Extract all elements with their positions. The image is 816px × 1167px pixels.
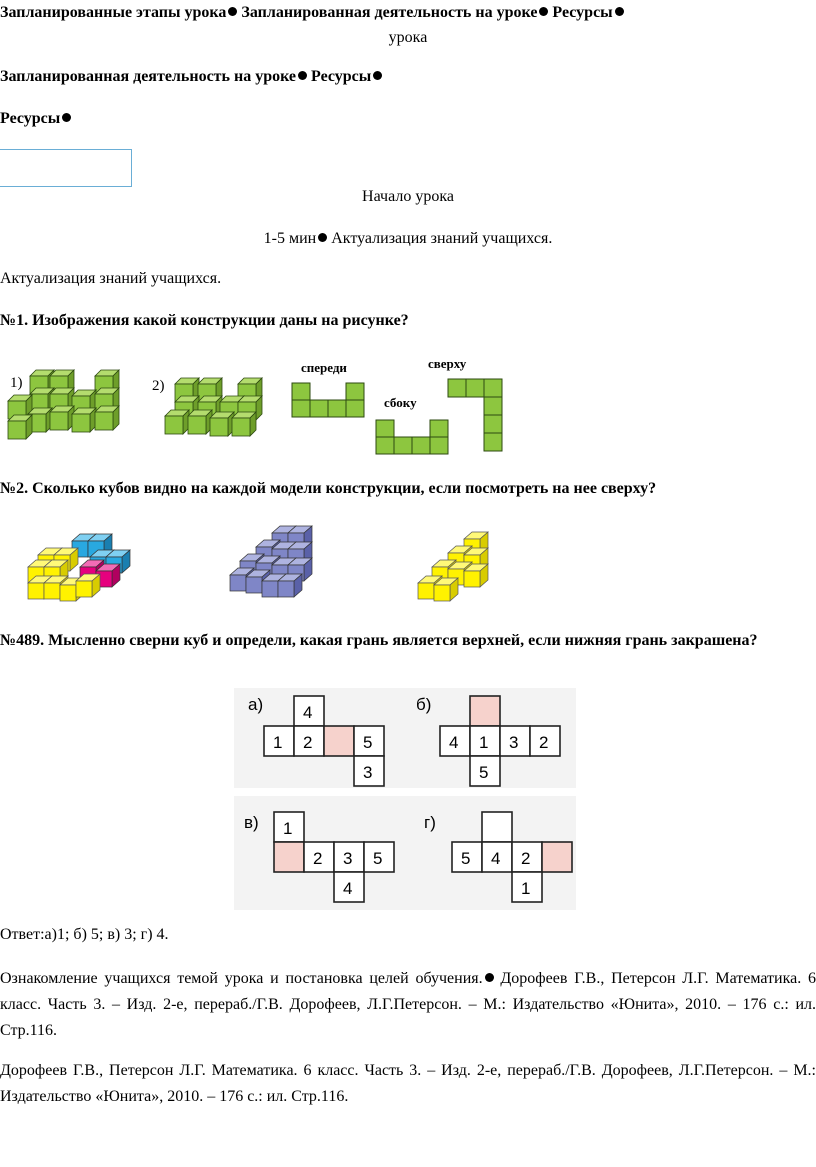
svg-text:4: 4: [343, 879, 353, 898]
view-front: [292, 383, 364, 417]
svg-text:1: 1: [521, 879, 531, 898]
task2-title: №2. Сколько кубов видно на каждой модели конструкции, если посмотреть на нее сверху?: [0, 480, 657, 497]
svg-text:4: 4: [449, 733, 459, 752]
model-colored: [28, 534, 130, 601]
svg-text:1: 1: [283, 819, 293, 838]
svg-text:3: 3: [363, 763, 373, 782]
intro-paragraph: [0, 966, 816, 1044]
bullet-icon: [485, 973, 494, 982]
task489-figure: [234, 688, 576, 910]
view-top-label: сверху: [428, 356, 467, 371]
view-top: [448, 379, 502, 451]
intro-text: Ознакомление учащихся темой урока и постановка целей обучения.: [0, 970, 483, 987]
header-resources: Ресурсы: [548, 4, 613, 21]
task1-title: №1. Изображения какой конструкции даны на рисунке?: [0, 312, 409, 329]
header-activity: Запланированная деятельность на уроке: [237, 4, 538, 21]
lesson-start: Начало урока: [362, 188, 454, 205]
activation-time: 1-5 мин: [263, 230, 317, 247]
task2-figure: [20, 520, 500, 610]
task1-label-1: 1): [10, 375, 23, 391]
svg-text:2: 2: [303, 733, 313, 752]
header-line-3: [0, 68, 382, 86]
header-activity-2: Запланированная деятельность на уроке: [0, 68, 297, 85]
svg-text:1: 1: [479, 733, 489, 752]
svg-text:2: 2: [521, 849, 531, 868]
bullet-icon: [373, 71, 382, 80]
svg-text:5: 5: [479, 763, 489, 782]
svg-text:1: 1: [273, 733, 283, 752]
header-resources-3: Ресурсы: [0, 110, 61, 127]
svg-text:3: 3: [343, 849, 353, 868]
svg-text:4: 4: [491, 849, 501, 868]
net-label-b: б): [416, 695, 432, 714]
svg-text:2: 2: [539, 733, 549, 752]
reference-paragraph: Дорофеев Г.В., Петерсон Л.Г. Математика. 6 класс. Часть 3. – Изд. 2-е, перераб./Г.В. Дорофеев, Л.Г.Петерсон. – М.: Издательство «Юнита», 2010. – 176 с.: ил. Стр.116.: [0, 1062, 816, 1105]
net-label-a: а): [248, 695, 264, 714]
net-label-g: г): [424, 813, 436, 832]
activation-line-text: Актуализация знаний учащихся.: [327, 230, 553, 247]
svg-text:3: 3: [509, 733, 519, 752]
activation-text: Актуализация знаний учащихся.: [0, 270, 222, 287]
task489-title: №489. Мысленно сверни куб и определи, какая грань является верхней, если нижняя грань закрашена?: [0, 632, 758, 649]
bullet-icon: [298, 71, 307, 80]
task1-label-2: 2): [152, 378, 165, 394]
task1-figure: [0, 350, 520, 455]
answer-line: Ответ:а)1; б) 5; в) 3; г) 4.: [0, 926, 169, 943]
bullet-icon: [615, 7, 624, 16]
svg-text:5: 5: [373, 849, 383, 868]
view-front-label: спереди: [301, 360, 347, 375]
view-side: [376, 420, 448, 454]
bullet-icon: [318, 233, 327, 242]
svg-text:5: 5: [363, 733, 373, 752]
net-label-v: в): [244, 813, 259, 832]
header-resources-2: Ресурсы: [307, 68, 372, 85]
intro-reference: Дорофеев Г.В., Петерсон Л.Г. Математика. 6 класс. Часть 3. – Изд. 2-е, перераб./Г.В. Дорофеев, Л.Г.Петерсон. – М.: Издательство «Юнита», 2010. – 176 с.: ил. Стр.116.: [0, 970, 816, 1039]
header-stages: Запланированные этапы урока: [0, 4, 227, 21]
construction-2: [165, 378, 262, 436]
header-line-4: [0, 110, 71, 128]
view-side-label: сбоку: [384, 395, 417, 410]
construction-1: [8, 370, 119, 439]
activation-line: [0, 230, 816, 248]
header-line-2: урока: [388, 29, 428, 46]
bullet-icon: [62, 113, 71, 122]
model-blue: [230, 526, 312, 597]
svg-text:5: 5: [461, 849, 471, 868]
model-yellow: [418, 532, 488, 601]
svg-text:2: 2: [313, 849, 323, 868]
svg-text:4: 4: [303, 703, 313, 722]
header-line-1: [0, 4, 816, 22]
empty-frame: [0, 149, 132, 187]
